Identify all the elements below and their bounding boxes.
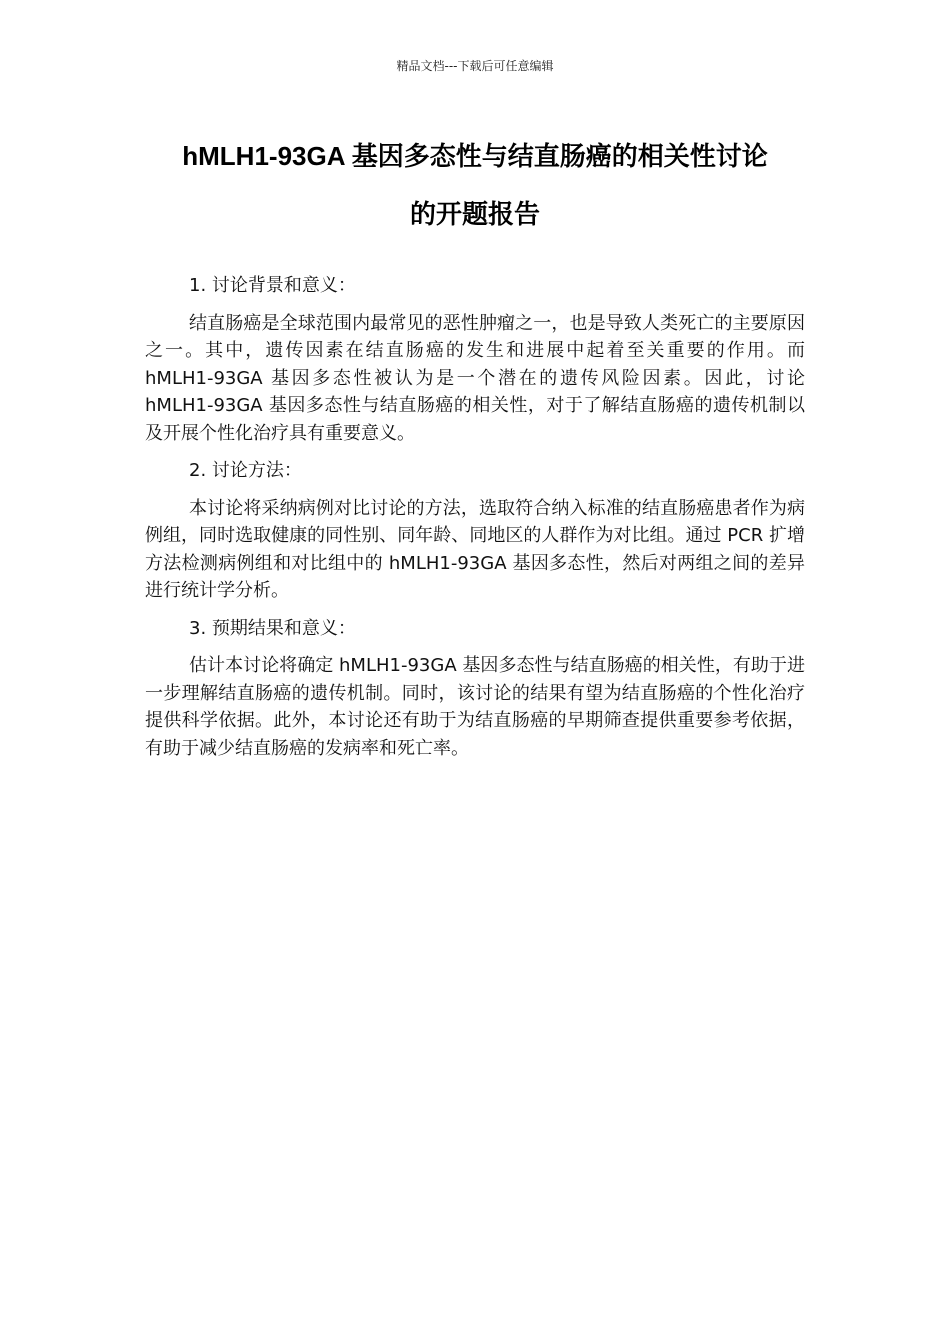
title-line-1: hMLH1-93GA 基因多态性与结直肠癌的相关性讨论 xyxy=(182,141,768,171)
document-title xyxy=(145,134,805,236)
section-heading-methods: 2. 讨论方法： xyxy=(189,460,302,481)
document-body xyxy=(145,272,805,772)
section-body-methods: 本讨论将采纳病例对比讨论的方法，选取符合纳入标准的结直肠癌患者作为病例组，同时选取健康的同性别、同年龄、同地区的人群作为对比组。通过 PCR 扩增方法检测病例组和对比组中的 hMLH1-93GA 基因多态性，然后对两组之间的差异进行统计学分析。 xyxy=(145,497,805,601)
section-heading-background: 1. 讨论背景和意义： xyxy=(189,275,356,296)
section-body-expected-results: 估计本讨论将确定 hMLH1-93GA 基因多态性与结直肠癌的相关性，有助于进一步理解结直肠癌的遗传机制。同时，该讨论的结果有望为结直肠癌的个性化治疗提供科学依据。此外，本讨论还有助于为结直肠癌的早期筛查提供重要参考依据，有助于减少结直肠癌的发病率和死亡率。 xyxy=(145,655,805,759)
section-body-background: 结直肠癌是全球范围内最常见的恶性肿瘤之一，也是导致人类死亡的主要原因之一。其中，遗传因素在结直肠癌的发生和进展中起着至关重要的作用。而 hMLH1-93GA 基因多态性被认为是一个潜在的遗传风险因素。因此，讨论 hMLH1-93GA 基因多态性与结直肠癌的相关性，对于了解结直肠癌的遗传机制以及开展个性化治疗具有重要意义。 xyxy=(145,312,805,444)
title-line-2: 的开题报告 xyxy=(409,199,540,229)
section-heading-expected-results: 3. 预期结果和意义： xyxy=(189,617,356,639)
page-header: 精品文档---下载后可任意编辑 xyxy=(396,59,554,73)
